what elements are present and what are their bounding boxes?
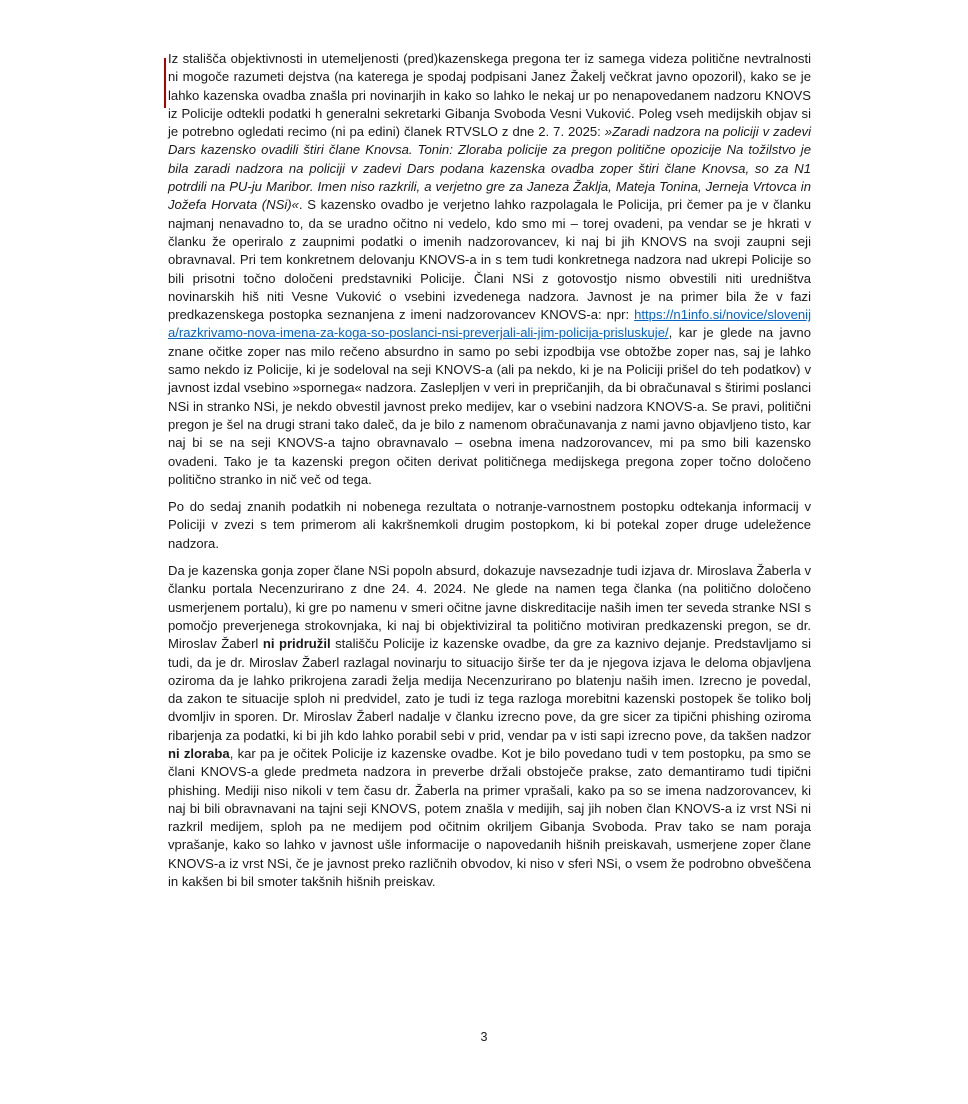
bold-text: ni pridružil: [262, 636, 331, 652]
italic-quote: »Zaradi nadzora na policiji v zadevi Dars kazensko ovadili štiri člane Knovsa. Tonin: Zloraba policije za pregon politične opozicije Na tožilstvo je bila zaradi nadzora na policiji v zadevi Dars podana kazenska ovadba zoper štiri člane Knovsa, so za N1 potrdili na PU-ju Maribor. Imen niso razkrili, a verjetno gre za Janeza Žaklja, Mateja Tonina, Jerneja Vrtovca in Jožefa Horvata (NSi)«: [168, 124, 811, 213]
text-run: . S kazensko ovadbo je verjetno lahko razpolagala le Policija, pri čemer pa je v članku najmanj nenavadno to, da se uradno očitno ni vedelo, kdo smo mi – torej ovadeni, pa vendar se je hkrati v članku že operiralo z zaupnimi podatki o imenih nadzorovancev, ki naj bi jih KNOVS na svoji zaupni seji obravnaval. Pri tem konkretnem delovanju KNOVS-a in s tem tudi konkretnega nadzora nad ukrepi Policije so bili prisotni točno določeni predstavniki Policije. Člani NSi z gotovostjo nismo obvestili niti uredništva novinarskih hiš niti Vesne Vuković o vsebini izvedenega nadzora. Javnost je na primer bila že v fazi predkazenskega postopka seznanjena z imeni nadzorovancev KNOVS-a: npr:: [168, 197, 811, 323]
text-run: Da je kazenska gonja zoper člane NSi popoln absurd, dokazuje navsezadnje tudi izjava dr. Miroslava Žaberla v članku portala Necenzurirano z dne 24. 4. 2024. Ne glede na namen tega članka (na politično določeno usmerjenem portalu), ki gre po namenu v smeri očitne javne diskreditacije naših imen ter seveda stranke NSI s pomočjo preverjenega strokovnjaka, ki naj bi objektiviziral ta politično motiviran predkazenski pregon, se dr. Miroslav Žaberl: [168, 563, 811, 652]
paragraph-2: [168, 498, 811, 553]
page-number: 3: [480, 1030, 488, 1044]
hyperlink[interactable]: https://n1info.si/novice/slovenija/razkrivamo-nova-imena-za-koga-so-poslanci-nsi-preverjali-ali-jim-policija-prisluskuje/: [168, 307, 811, 341]
paragraph-1: [168, 50, 811, 489]
bold-text: ni zloraba: [168, 745, 230, 761]
text-run: stališču Policije iz kazenske ovadbe, da gre za kaznivo dejanje. Predstavljamo si tudi, da je dr. Miroslav Žaberl razlagal novinarju to situacijo širše ter da je njegova izjava le deloma objavljena oziroma da je lahko prikrojena zaradi želja medija Necenzurirano po blatenju naših imen. Izrecno je povedal, da zakon te situacije sploh ni predvidel, zato je tudi iz tega razloga morebitni kazenski postopek še toliko bolj dvomljiv in sporen. Dr. Miroslav Žaberl nadalje v članku izrecno pove, da gre sicer za tipični phishing oziroma ribarjenja za podatki, ki bi jih kdo lahko porabil sebi v prid, vendar pa v isti sapi izrecno pove, da takšen nadzor: [168, 636, 811, 743]
paragraph-3: [168, 562, 811, 891]
text-run: Po do sedaj znanih podatkih ni nobenega rezultata o notranje-varnostnem postopku odtekanja informacij v Policiji v zvezi s tem primerom ali kakršnemkoli drugim postopkom, ki bi potekal zoper druge udeležence nadzora.: [168, 499, 811, 551]
text-run: Iz stališča objektivnosti in utemeljenosti (pred)kazenskega pregona ter iz samega videza politične nevtralnosti ni mogoče razumeti dejstva (na katerega je spodaj podpisani Janez Žakelj večkrat javno opozoril), kako se je lahko kazenska ovadba znašla pri novinarjih in kako so lahko le nekaj ur po nenapovedanem nadzoru KNOVS iz Policije odtekli podatki h generalni sekretarki Gibanja Svoboda Vesni Vuković. Poleg vseh medijskih objav si je potrebno ogledati recimo (ni pa edini) članek RTVSLO z dne 2. 7. 2025:: [168, 51, 811, 140]
text-run: , kar pa je očitek Policije iz kazenske ovadbe. Kot je bilo povedano tudi v tem postopku, pa smo se člani KNOVS-a glede predmeta nadzora in preverbe držali obstoječe prakse, zato demantiramo tudi tipični phishing. Mediji niso nikoli v tem času dr. Žaberla na primer vprašali, kako pa so se imena nadzorovancev, ki naj bi bili obravnavani na tajni seji KNOVS, potem znašla v medijih, saj jih noben član KNOVS-a iz vrst NSi ni razkril medijem, sploh pa ne medijem pod očitnim okriljem Gibanja Svoboda. Prav tako se nam poraja vprašanje, kako so lahko v javnost ušle informacije o napovedanih hišnih preiskavah, usmerjene zoper člane KNOVS-a iz vrst NSi, če je javnost preko različnih obvodov, ki niso v sferi NSi, o vsem že podrobno obveščena in kakšen bi bil smoter takšnih hišnih preiskav.: [168, 745, 811, 890]
document-text-block: [168, 50, 811, 900]
text-run: , kar je glede na javno znane očitke zoper nas milo rečeno absurdno in samo po sebi izpodbija vse obtožbe zoper nas, saj je lahko samo nekdo iz Policije, ki je sodeloval na seji KNOVS-a (ali pa nekdo, ki je na Policiji prišel do teh podatkov) v javnost izdal vsebino »spornega« nadzora. Zaslepljen v veri in prepričanjih, da bi obračunaval s štirimi poslanci NSi in stranko NSi, je nekdo obvestil javnost preko medijev, kar o vsebini nadzora KNOVS-a. Se pravi, politični pregon je šel na drugi strani tako daleč, da je bilo z namenom obračunavanja z nami javno objavljeno tisto, kar naj bi se na seji KNOVS-a tajno obravnavalo – osebna imena nadzorovancev, mi pa smo bili kazensko ovadeni. Tako je ta kazenski pregon očiten derivat političnega medijskega pregona zoper točno določeno politično stranko in nič več od tega.: [168, 325, 811, 487]
revision-change-bar: [164, 58, 166, 108]
